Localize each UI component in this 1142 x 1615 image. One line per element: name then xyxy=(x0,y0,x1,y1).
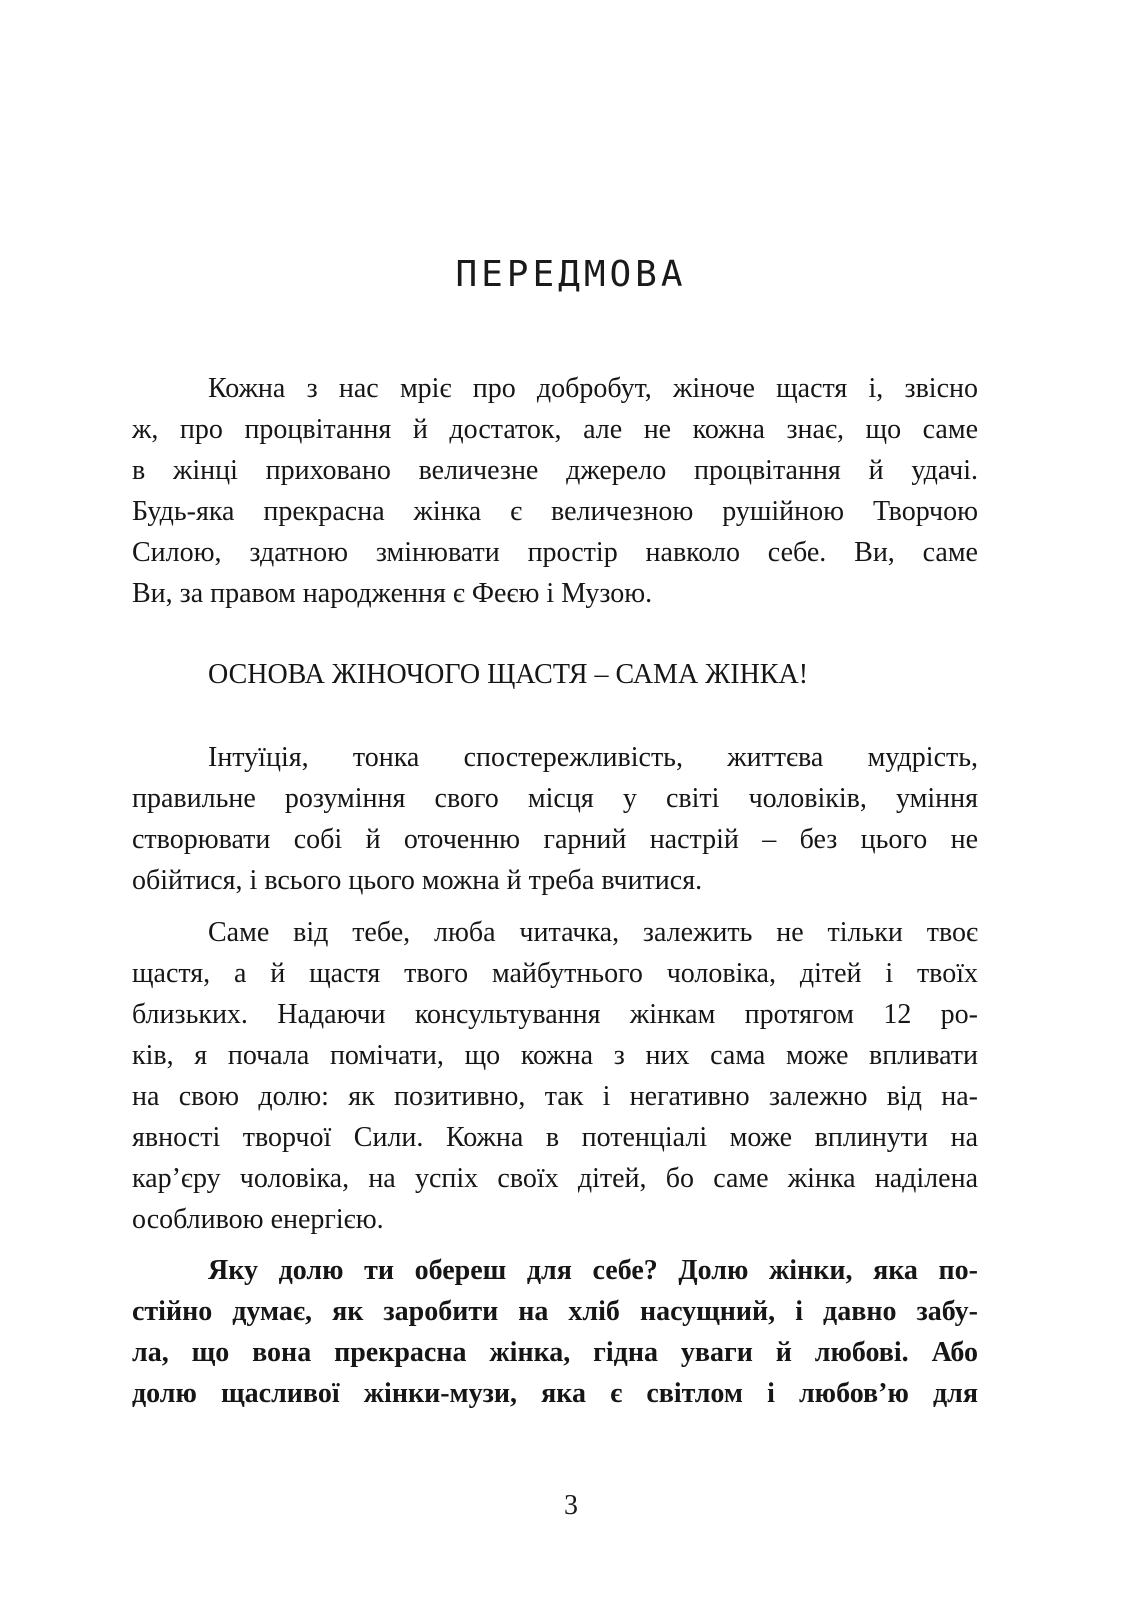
page-title: ПЕРЕДМОВА xyxy=(455,254,687,295)
text-line: Саме від тебе, люба читачка, залежить не тільки твоє xyxy=(208,917,978,948)
text-line: на свою долю: як позитивно, так і негативно залежно від на- xyxy=(132,1081,978,1112)
text-line: Кожна з нас мріє про добробут, жіноче щастя і, звісно xyxy=(208,373,978,404)
text-line: в жінці приховано величезне джерело процвітання й удачі. xyxy=(132,455,978,486)
text-line: Будь-яка прекрасна жінка є величезною рушійною Творчою xyxy=(132,496,978,527)
paragraph-choice-bold xyxy=(132,1250,978,1414)
text-line: близьких. Надаючи консультування жінкам протягом 12 ро- xyxy=(132,999,978,1030)
paragraph-intuition xyxy=(132,737,978,901)
text-line: обійтися, і всього цього можна й треба вчитися. xyxy=(132,865,703,896)
text-line: Інтуїція, тонка спостережливість, життєва мудрість, xyxy=(208,742,978,773)
text-line: щастя, а й щастя твого майбутнього чоловіка, дітей і твоїх xyxy=(132,958,978,989)
text-line: ків, я почала помічати, що кожна з них сама може впливати xyxy=(132,1040,978,1071)
section-subheading: ОСНОВА ЖІНОЧОГО ЩАСТЯ – САМА ЖІНКА! xyxy=(208,659,809,690)
text-line: особливою енергією. xyxy=(132,1204,384,1235)
text-line: Яку долю ти обереш для себе? Долю жінки, яка по- xyxy=(208,1255,978,1286)
text-line: стійно думає, як заробити на хліб насущний, і давно забу- xyxy=(132,1296,978,1327)
text-line: створювати собі й оточенню гарний настрій – без цього не xyxy=(132,824,978,855)
text-line: явності творчої Сили. Кожна в потенціалі може вплинути на xyxy=(132,1122,978,1153)
paragraph-intro xyxy=(132,368,978,614)
text-line: Ви, за правом народження є Феєю і Музою. xyxy=(132,578,653,609)
paragraph-reader xyxy=(132,912,978,1240)
text-line: правильне розуміння свого місця у світі чоловіків, уміння xyxy=(132,783,978,814)
text-line: долю щасливої жінки-музи, яка є світлом і любов’ю для xyxy=(132,1378,978,1409)
text-line: кар’єру чоловіка, на успіх своїх дітей, бо саме жінка наділена xyxy=(132,1163,978,1194)
text-line: ла, що вона прекрасна жінка, гідна уваги й любові. Або xyxy=(132,1337,978,1368)
page-number: 3 xyxy=(564,1490,578,1521)
text-line: ж, про процвітання й достаток, але не кожна знає, що саме xyxy=(132,414,978,445)
text-line: Силою, здатною змінювати простір навколо себе. Ви, саме xyxy=(132,537,978,568)
